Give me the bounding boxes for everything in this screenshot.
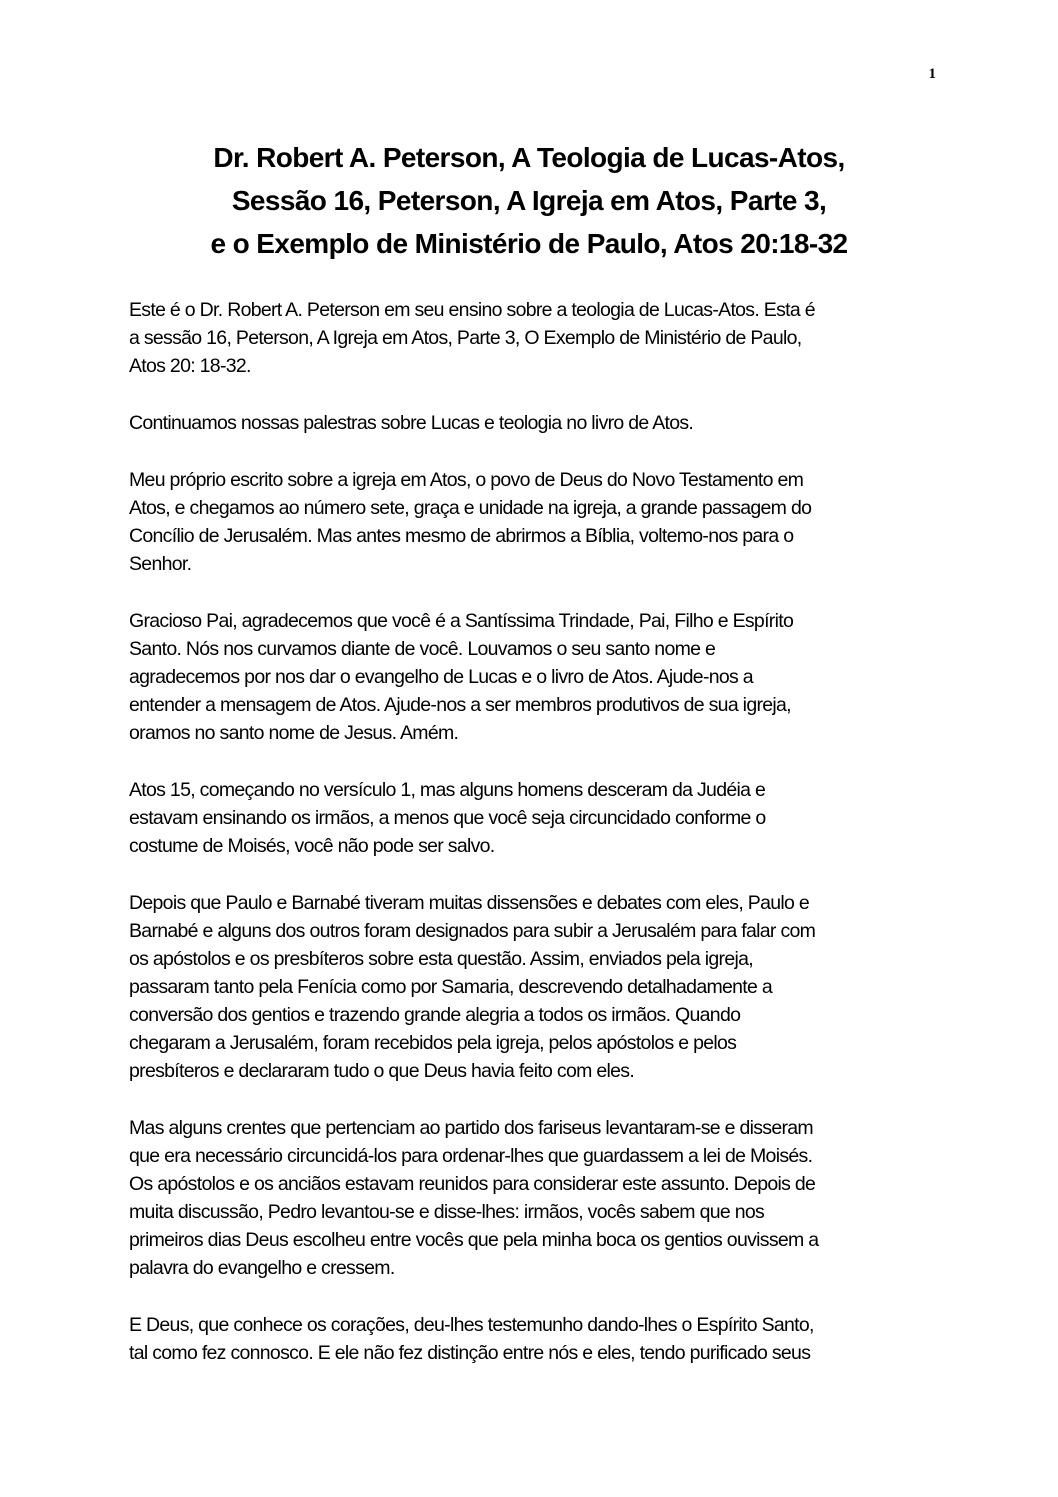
paragraph-line: entender a mensagem de Atos. Ajude-nos a ser membros produtivos de sua igreja, [129, 694, 791, 716]
paragraph-line: Atos 20: 18-32. [129, 355, 251, 377]
paragraph-line: palavra do evangelho e cressem. [129, 1257, 395, 1279]
paragraph-line: agradecemos por nos dar o evangelho de Lucas e o livro de Atos. Ajude-nos a [129, 666, 753, 688]
paragraph-line: Barnabé e alguns dos outros foram designados para subir a Jerusalém para falar com [129, 920, 816, 942]
paragraph-line: E Deus, que conhece os corações, deu-lhes testemunho dando-lhes o Espírito Santo, [129, 1314, 814, 1336]
paragraph-line: Este é o Dr. Robert A. Peterson em seu ensino sobre a teologia de Lucas-Atos. Esta é [129, 299, 815, 321]
paragraph-line: primeiros dias Deus escolheu entre vocês que pela minha boca os gentios ouvissem a [129, 1229, 819, 1251]
paragraph-line: costume de Moisés, você não pode ser salvo. [129, 835, 495, 857]
paragraph-line: Os apóstolos e os anciãos estavam reunidos para considerar este assunto. Depois de [129, 1173, 816, 1195]
paragraph-line: Atos 15, começando no versículo 1, mas alguns homens desceram da Judéia e [129, 779, 766, 801]
paragraph-line: passaram tanto pela Fenícia como por Samaria, descrevendo detalhadamente a [129, 976, 773, 998]
paragraph-line: conversão dos gentios e trazendo grande alegria a todos os irmãos. Quando [129, 1004, 741, 1026]
paragraph-line: Gracioso Pai, agradecemos que você é a Santíssima Trindade, Pai, Filho e Espírito [129, 610, 794, 632]
paragraph [129, 889, 949, 1085]
paragraph-line: muita discussão, Pedro levantou-se e disse-lhes: irmãos, vocês sabem que nos [129, 1201, 765, 1223]
paragraph-line: tal como fez connosco. E ele não fez distinção entre nós e eles, tendo purificado seus [129, 1342, 811, 1364]
title-line: e o Exemplo de Ministério de Paulo, Atos 20:18-32 [210, 228, 848, 259]
paragraph [129, 776, 949, 860]
paragraph-line: estavam ensinando os irmãos, a menos que você seja circuncidado conforme o [129, 807, 766, 829]
title-line: Sessão 16, Peterson, A Igreja em Atos, Parte 3, [231, 185, 827, 216]
document-title [100, 136, 958, 265]
paragraph-line: que era necessário circuncidá-los para ordenar-lhes que guardassem a lei de Moisés. [129, 1145, 813, 1167]
paragraph [129, 607, 949, 747]
paragraph-line: Depois que Paulo e Barnabé tiveram muitas dissensões e debates com eles, Paulo e [129, 892, 810, 914]
paragraph-line: Concílio de Jerusalém. Mas antes mesmo de abrirmos a Bíblia, voltemo-nos para o [129, 525, 794, 547]
paragraph-line: presbíteros e declararam tudo o que Deus havia feito com eles. [129, 1060, 635, 1082]
paragraph [129, 409, 949, 437]
paragraph-line: Santo. Nós nos curvamos diante de você. Louvamos o seu santo nome e [129, 638, 716, 660]
paragraph-line: a sessão 16, Peterson, A Igreja em Atos, Parte 3, O Exemplo de Ministério de Paulo, [129, 327, 802, 349]
paragraph-line: Senhor. [129, 553, 192, 575]
paragraph-line: os apóstolos e os presbíteros sobre esta questão. Assim, enviados pela igreja, [129, 948, 753, 970]
paragraph-line: Continuamos nossas palestras sobre Lucas e teologia no livro de Atos. [129, 412, 694, 434]
page-number: 1 [928, 66, 936, 82]
paragraph-line: Meu próprio escrito sobre a igreja em Atos, o povo de Deus do Novo Testamento em [129, 469, 804, 491]
document-body [129, 296, 949, 1396]
title-line: Dr. Robert A. Peterson, A Teologia de Lucas-Atos, [213, 142, 845, 173]
paragraph [129, 1114, 949, 1282]
paragraph [129, 1311, 949, 1367]
paragraph-line: Atos, e chegamos ao número sete, graça e unidade na igreja, a grande passagem do [129, 497, 812, 519]
paragraph [129, 296, 949, 380]
paragraph-line: Mas alguns crentes que pertenciam ao partido dos fariseus levantaram-se e disseram [129, 1117, 813, 1139]
paragraph-line: oramos no santo nome de Jesus. Amém. [129, 722, 459, 744]
paragraph-line: chegaram a Jerusalém, foram recebidos pela igreja, pelos apóstolos e pelos [129, 1032, 737, 1054]
paragraph [129, 466, 949, 578]
